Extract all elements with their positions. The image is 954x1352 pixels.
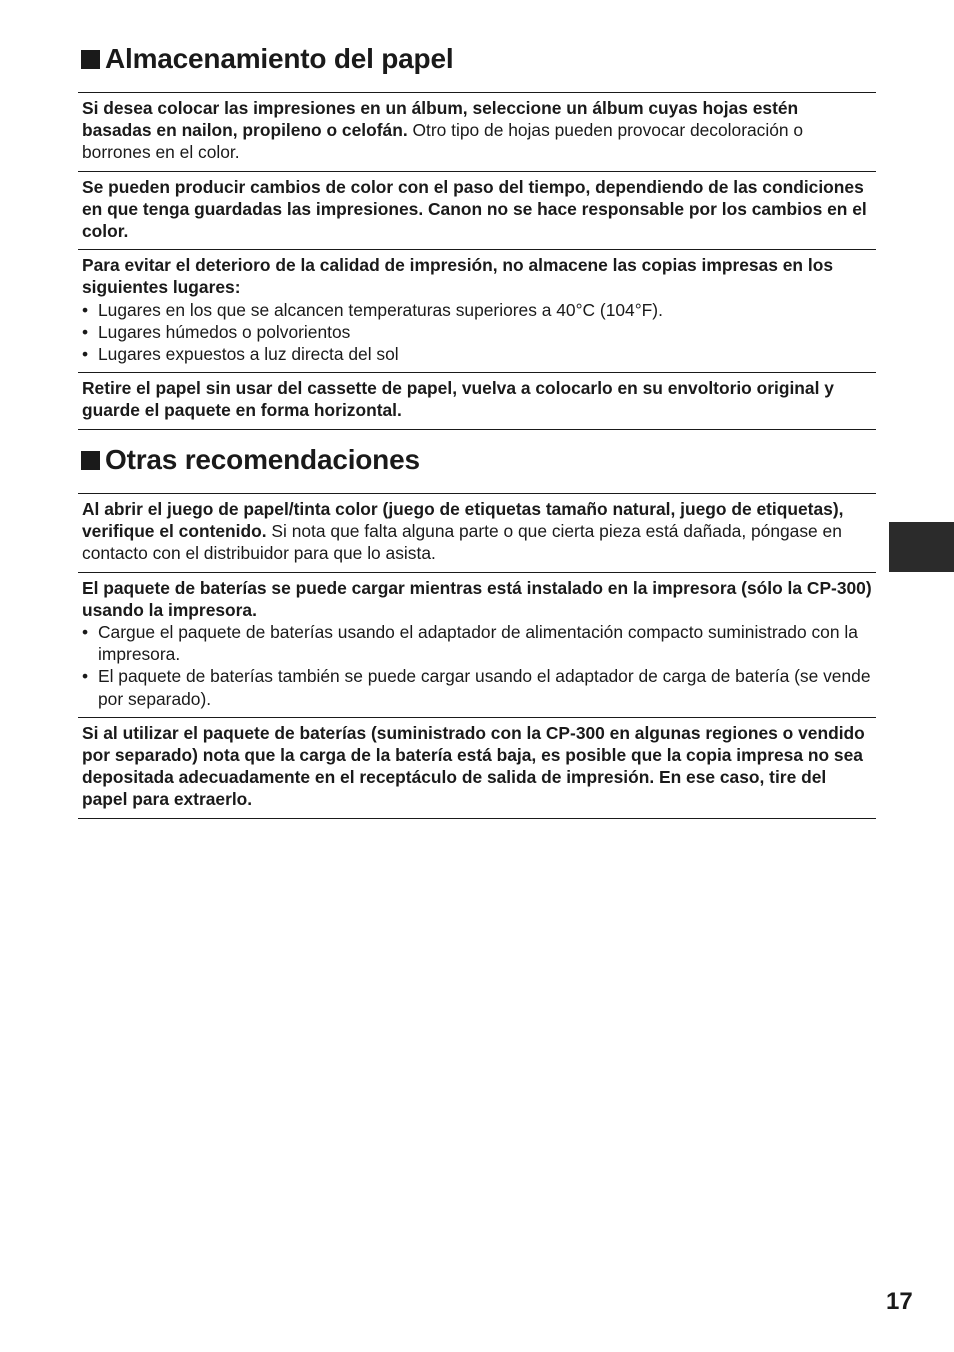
note-block-unused-paper	[78, 372, 876, 429]
note-block-low-battery	[78, 717, 876, 819]
note-block-album	[78, 92, 876, 171]
note-bold-text: El paquete de baterías se puede cargar mientras está instalado en la impresora (sólo la CP-300) usando la impresora.	[82, 577, 872, 620]
note-bold-text: Si desea colocar las impresiones en un álbum, seleccione un álbum cuyas hojas estén basadas en nailon, propileno o celofán.	[82, 98, 799, 141]
square-bullet-icon	[81, 451, 100, 470]
page-number: 17	[886, 1288, 913, 1315]
note-block-contents	[78, 493, 876, 572]
bullet-icon: •	[82, 344, 89, 365]
note-block-color-change	[78, 171, 876, 250]
note-text: Si nota que falta alguna parte o que cierta pieza está dañada, póngase en contacto con el distribuidor para que lo asista.	[82, 521, 842, 564]
chapter-tab-marker	[889, 522, 954, 572]
note-block-storage-places	[78, 249, 876, 372]
square-bullet-icon	[81, 50, 100, 69]
note-bold-text: Retire el papel sin usar del cassette de papel, vuelva a colocarlo en su envoltorio original y guarde el paquete en forma horizontal.	[82, 378, 834, 421]
note-text: Otro tipo de hojas pueden provocar decoloración o borrones en el color.	[82, 120, 804, 163]
bullet-icon: •	[82, 299, 89, 320]
section-otras-recomendaciones	[78, 443, 876, 819]
list-item	[82, 621, 872, 665]
list-item	[82, 321, 872, 343]
bullet-icon: •	[82, 622, 89, 643]
note-bold-text: Para evitar el deterioro de la calidad de impresión, no almacene las copias impresas en los siguientes lugares:	[82, 255, 834, 298]
note-bold-text: Se pueden producir cambios de color con el paso del tiempo, dependiendo de las condiciones en que tenga guardadas las impresiones. Canon no se hace responsable por los cambios en el color.	[82, 176, 867, 242]
list-item-text: Lugares expuestos a luz directa del sol	[98, 344, 399, 365]
note-bold-text: Si al utilizar el paquete de baterías (suministrado con la CP-300 en algunas regiones o vendido por separado) nota que la carga de la batería está baja, es posible que la copia impresa no sea depositada adecuadamente en el receptáculo de salida de impresión. En ese caso, tire del papel para extraerlo.	[82, 722, 865, 810]
list-item	[82, 665, 872, 709]
section-title	[78, 443, 876, 477]
note-block-battery-charge	[78, 572, 876, 717]
bullet-list	[82, 621, 872, 710]
bullet-list	[82, 299, 872, 366]
note-bold-text: Al abrir el juego de papel/tinta color (juego de etiquetas tamaño natural, juego de etiquetas), verifique el contenido.	[82, 499, 844, 542]
section-title-text: Almacenamiento del papel	[105, 43, 454, 74]
bullet-icon: •	[82, 321, 89, 342]
list-item-text: Cargue el paquete de baterías usando el adaptador de alimentación compacto suministrado con la impresora.	[98, 622, 858, 665]
section-title-text: Otras recomendaciones	[105, 444, 420, 475]
list-item	[82, 343, 872, 365]
list-item-text: Lugares en los que se alcancen temperaturas superiores a 40°C (104°F).	[98, 299, 663, 320]
bullet-icon: •	[82, 666, 89, 687]
list-item-text: Lugares húmedos o polvorientos	[98, 321, 351, 342]
section-title	[78, 42, 876, 76]
list-item-text: El paquete de baterías también se puede cargar usando el adaptador de carga de batería (se vende por separado).	[98, 666, 871, 709]
section-almacenamiento	[78, 42, 876, 430]
list-item	[82, 299, 872, 321]
